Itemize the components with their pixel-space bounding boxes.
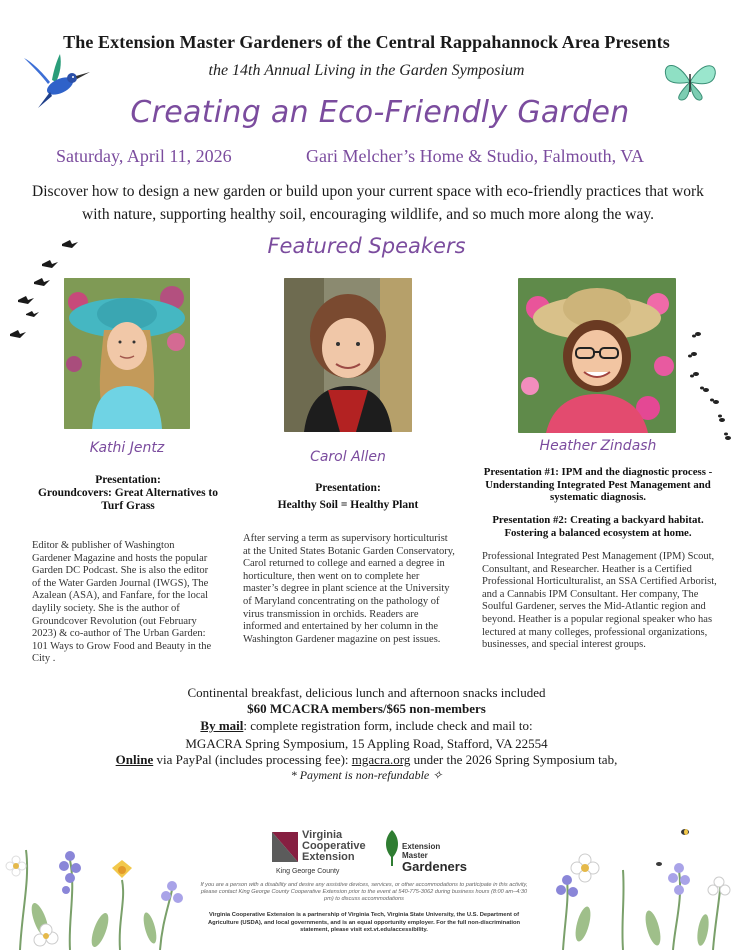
presenter-line: The Extension Master Gardeners of the Central Rappahannock Area Presents [63,32,670,52]
event-description: Discover how to design a new garden or build upon your current space with eco-friendly practices that work with nature, supporting healthy soil, encouraging wildlife, and so much more along the way. [32,183,704,223]
featured-speakers-heading: Featured Speakers [267,234,466,258]
presentation-title: Groundcovers: Great Alternatives to Turf Grass [37,487,219,512]
event-date: Saturday, April 11, 2026 [56,146,232,166]
page-title: Creating an Eco-Friendly Garden [130,95,630,130]
online-instructions [0,752,733,768]
vce-line-2: Cooperative [302,840,366,852]
vce-logo-icon [270,828,300,864]
speaker-bio-kathi: Editor & publisher of Washington Gardener Magazine and hosts the popular Garden DC Podcast. She is also the editor of the Water Garden Journal (IWGS), The Azalean (ASA), and Fanfare, for the local daylily society. She is the author of Groundcover Revolution (out February 2023) & co-author of The Urban Garden: 101 Ways to Grow Food and Beauty in the City . [32,540,212,665]
emg-line-3: Gardeners [402,859,468,874]
emg-leaf-icon [382,828,402,868]
event-venue: Gari Melcher’s Home & Studio, Falmouth, VA [306,146,644,166]
speaker-presentation-carol [262,482,434,512]
online-text: via PayPal (includes processing fee): [153,752,352,767]
vce-wordmark [302,830,366,863]
speaker-name-heather: Heather Zindash [539,438,657,454]
sponsor-footer [196,826,532,950]
symposium-subtitle: the 14th Annual Living in the Garden Symposium [208,62,525,79]
presentation-label: Presentation: [95,474,161,486]
speaker-name-kathi: Kathi Jentz [89,440,165,456]
emg-line-1: Extension [402,842,441,851]
price: $60 MCACRA members/$65 non-members [247,701,486,716]
speaker-photo-kathi [64,278,190,429]
emg-line-2: Master [402,851,428,860]
speaker-bio-carol: After serving a term as supervisory horticulturist at the United States Botanic Garden Conservatory, Carol returned to college and earned a degree in horticulture, then went on to complete her master’s degree in plant science at the University of Maryland concentrating on the pathology of virus transmission in orchids. Readers are informed and entertained by her column in the Washington Gardener magazine on pest issues. [243,533,455,645]
speaker-presentation-kathi [30,474,226,513]
flowers-right-illustration [533,820,733,950]
meals-included: Continental breakfast, delicious lunch and afternoon snacks included [187,685,546,700]
vce-county: King George County [276,868,340,875]
mail-instructions [0,718,733,734]
accessibility-statement: If you are a person with a disability and desire any assistive devices, services, or other accommodations to participate in this activity, please contact King George County Cooperative Extension prior to the event at 540-775-3062 during business hours (8:00 am–4:30 pm) to discuss accommodations [200,882,528,902]
speaker-presentation-heather-2: Presentation #2: Creating a backyard habitat. Fostering a balanced ecosystem at home. [492,514,704,539]
presentation-label: Presentation: [315,482,381,494]
by-mail-text: : complete registration form, include check and mail to: [243,718,533,733]
mgacra-link[interactable]: mgacra.org [351,752,411,767]
emg-wordmark [402,842,467,874]
partnership-statement: Virginia Cooperative Extension is a partnership of Virginia Tech, Virginia State University, the U.S. Department of Agriculture (USDA), and local governments, and is an equal opportunity employer. For the full non-discrimination statement, please visit ext.vt.edu/accessibility. [207,912,521,933]
online-label: Online [115,752,154,767]
speaker-bio-heather: Professional Integrated Pest Management (IPM) Scout, Consultant, and Researcher. Heather is a Certified Professional Horticulturalist, an SSA Certified Arborist, and a Cannabis IPM Consultant. Her company, The Soulful Gardener, serves the Mid-Atlantic region and beyond. Heather is a popular regional speaker who has lectured at many colleges, professional organizations, businesses, and special interest groups. [482,551,717,651]
mailing-address: MGACRA Spring Symposium, 15 Appling Road, Stafford, VA 22554 [185,736,548,751]
flowers-left-illustration [0,820,200,950]
speaker-photo-heather [518,278,676,433]
vce-line-1: Virginia [302,829,343,841]
payment-note: * Payment is non-refundable ✧ [290,768,443,782]
by-mail-label: By mail [200,718,244,733]
speaker-name-carol: Carol Allen [310,449,386,465]
vce-line-3: Extension [302,851,355,863]
speaker-photo-carol [284,278,412,432]
speaker-presentation-heather-1: Presentation #1: IPM and the diagnostic process - Understanding Integrated Pest Management and systematic diagnosis. [483,466,713,503]
presentation-title: Healthy Soil = Healthy Plant [277,499,419,511]
online-text-tail: under the 2026 Spring Symposium tab, [410,752,618,767]
ants-illustration [684,326,733,448]
